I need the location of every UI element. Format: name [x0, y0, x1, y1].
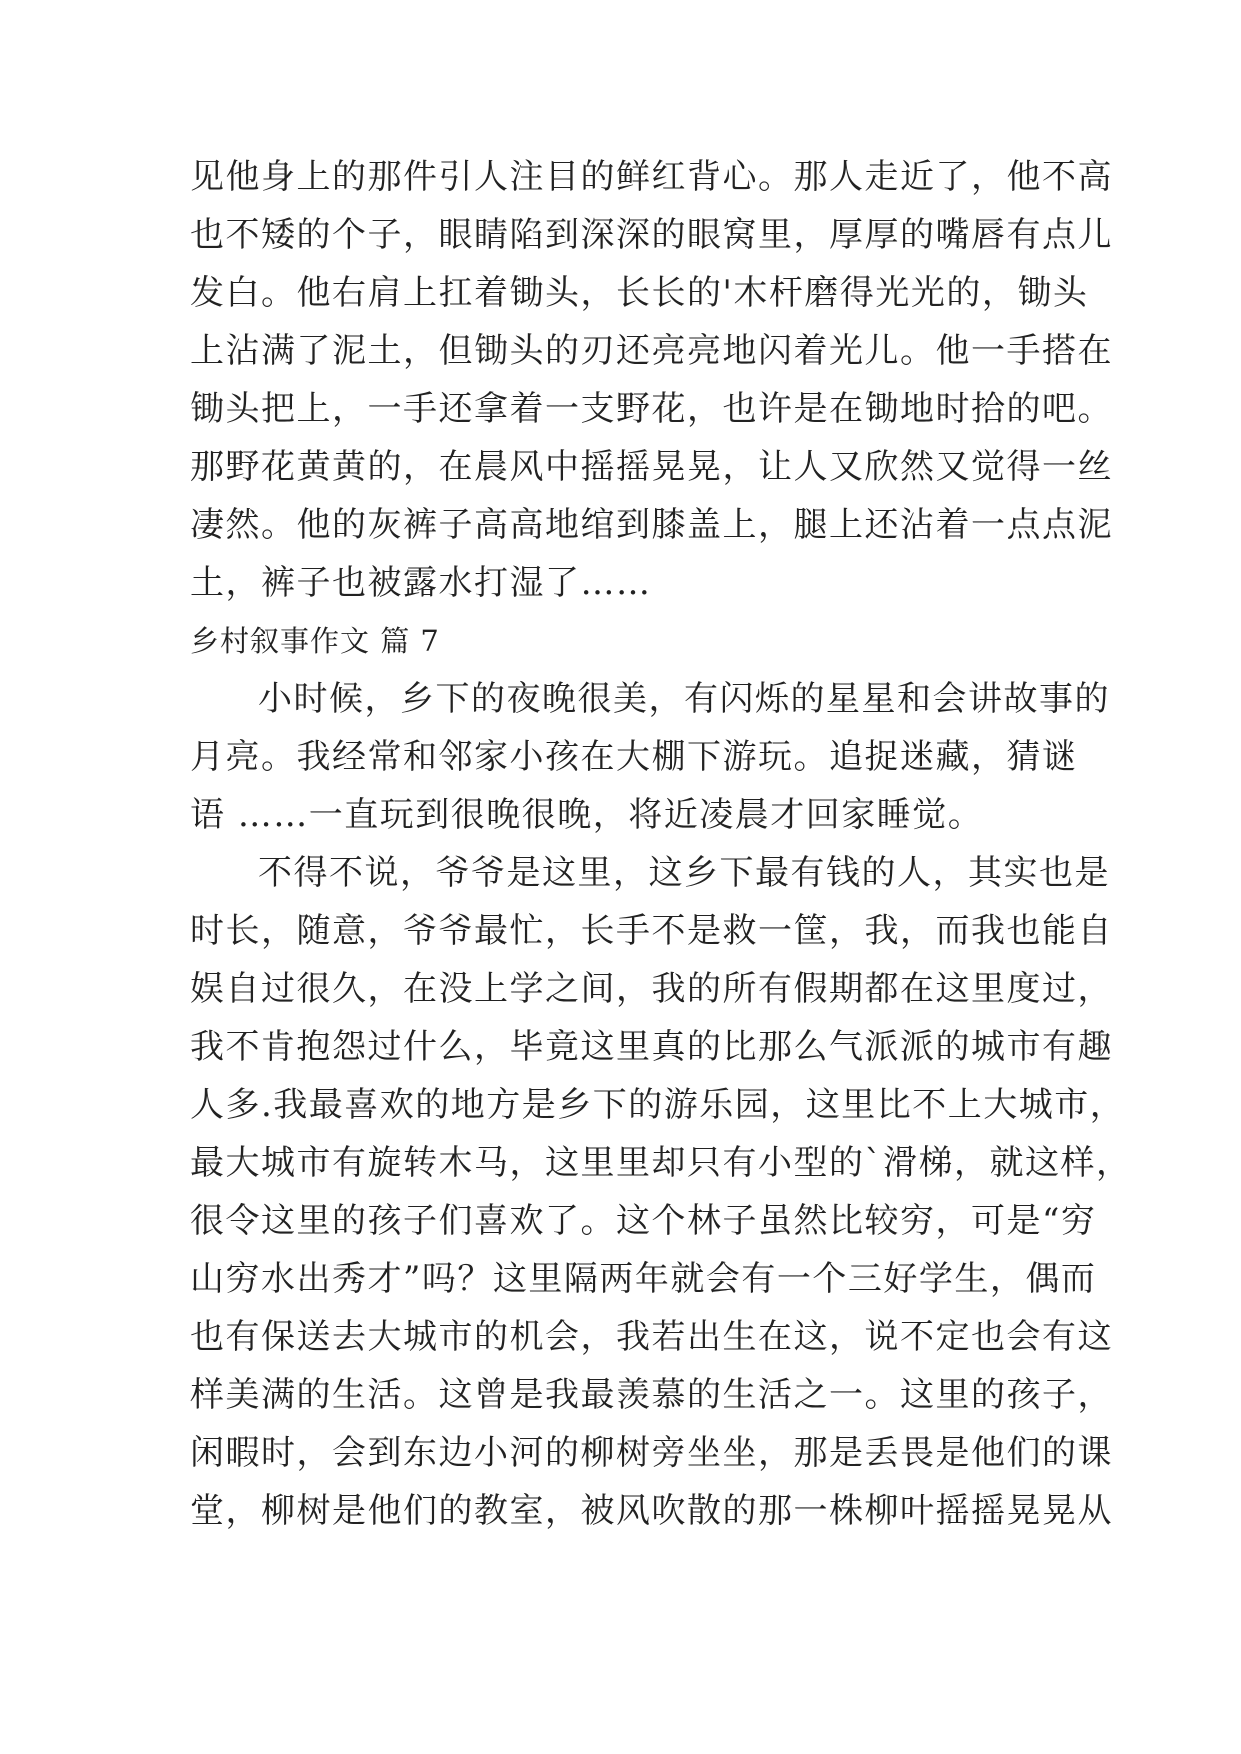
text-line: 那野花黄黄的，在晨风中摇摇晃晃，让人又欣然又觉得一丝 [190, 447, 1113, 487]
text-line: 见他身上的那件引人注目的鲜红背心。那人走近了，他不高 [190, 157, 1113, 197]
text-line: 小时候，乡下的夜晚很美，有闪烁的星星和会讲故事的 [258, 679, 1110, 719]
text-line: 土，裤子也被露水打湿了…… [190, 563, 652, 603]
text-line: 很令这里的孩子们喜欢了。这个林子虽然比较穷，可是“穷 [190, 1201, 1097, 1241]
text-line: 人多.我最喜欢的地方是乡下的游乐园，这里比不上大城市， [190, 1085, 1126, 1125]
document-body [190, 148, 1132, 1540]
text-line: 发白。他右肩上扛着锄头，长长的'木杆磨得光光的，锄头 [190, 273, 1089, 313]
text-line: 我不肯抱怨过什么，毕竟这里真的比那么气派派的城市有趣 [190, 1027, 1113, 1067]
text-line: 山穷水出秀才”吗？这里隔两年就会有一个三好学生，偶而 [190, 1259, 1097, 1299]
section-title: 乡村叙事作文 篇 7 [190, 624, 440, 658]
text-line: 样美满的生活。这曾是我最羡慕的生活之一。这里的孩子， [190, 1375, 1113, 1415]
text-line: 不得不说，爷爷是这里，这乡下最有钱的人，其实也是 [258, 853, 1110, 893]
intro-paragraph [190, 148, 1113, 612]
text-line: 也有保送去大城市的机会，我若出生在这，说不定也会有这 [190, 1317, 1113, 1357]
text-line: 也不矮的个子，眼睛陷到深深的眼窝里，厚厚的嘴唇有点儿 [190, 215, 1113, 255]
text-line: 锄头把上，一手还拿着一支野花，也许是在锄地时拾的吧。 [190, 389, 1113, 429]
text-line: 语 ……一直玩到很晚很晚，将近凌晨才回家睡觉。 [190, 795, 984, 835]
text-line: 最大城市有旋转木马，这里里却只有小型的`滑梯，就这样， [190, 1143, 1132, 1183]
paragraph-2 [190, 844, 1132, 1540]
text-line: 上沾满了泥土，但锄头的刃还亮亮地闪着光儿。他一手搭在 [190, 331, 1113, 371]
paragraph-1 [190, 670, 1110, 844]
text-line: 时长，随意，爷爷最忙，长手不是救一筐，我，而我也能自 [190, 911, 1113, 951]
text-line: 凄然。他的灰裤子高高地绾到膝盖上，腿上还沾着一点点泥 [190, 505, 1113, 545]
text-line: 闲暇时，会到东边小河的柳树旁坐坐，那是丢畏是他们的课 [190, 1433, 1113, 1473]
text-line: 堂，柳树是他们的教室，被风吹散的那一株柳叶摇摇晃晃从 [190, 1491, 1113, 1531]
text-line: 娱自过很久，在没上学之间，我的所有假期都在这里度过， [190, 969, 1113, 1009]
text-line: 月亮。我经常和邻家小孩在大棚下游玩。追捉迷藏，猜谜 [190, 737, 1078, 777]
